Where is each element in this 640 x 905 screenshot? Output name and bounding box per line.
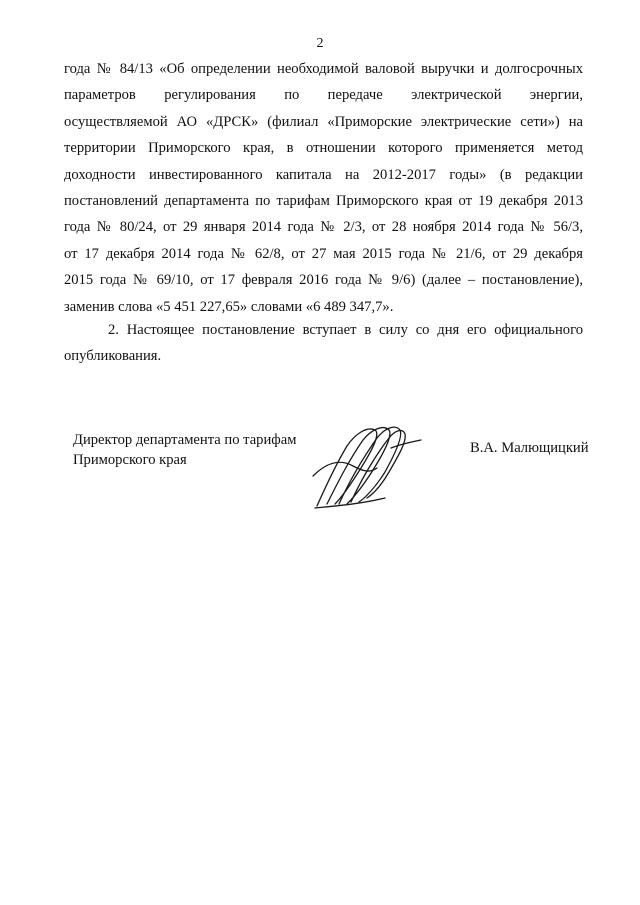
text-line: постановлений департамента по тарифам Приморского края от 19 декабря 2013 bbox=[64, 192, 583, 209]
text-line: от 17 декабря 2014 года № 62/8, от 27 мая 2015 года № 21/6, от 29 декабря bbox=[64, 245, 583, 262]
text-line: заменив слова «5 451 227,65» словами «6 489 347,7». bbox=[64, 298, 394, 315]
signer-position-line: Приморского края bbox=[73, 452, 187, 468]
text-line: года № 80/24, от 29 января 2014 года № 2/3, от 28 ноября 2014 года № 56/3, bbox=[64, 219, 583, 236]
text-line: доходности инвестированного капитала на 2012-2017 годы» (в редакции bbox=[64, 166, 583, 183]
text-line: параметров регулирования по передаче электрической энергии, bbox=[64, 87, 583, 104]
signer-position bbox=[73, 430, 296, 470]
page-number: 2 bbox=[316, 36, 324, 51]
text-line: года № 84/13 «Об определении необходимой валовой выручки и долгосрочных bbox=[64, 61, 583, 77]
text-line: опубликования. bbox=[64, 348, 162, 365]
text-line: 2015 года № 69/10, от 17 февраля 2016 года № 9/6) (далее – постановление), bbox=[64, 272, 583, 289]
text-line: территории Приморского края, в отношении которого применяется метод bbox=[64, 140, 583, 157]
text-line: осуществляемой АО «ДРСК» (филиал «Приморские электрические сети») на bbox=[64, 113, 583, 130]
handwritten-signature bbox=[305, 418, 425, 510]
signer-name: В.А. Малющицкий bbox=[470, 440, 589, 456]
paragraph-1 bbox=[64, 56, 583, 320]
signer-position-line: Директор департамента по тарифам bbox=[73, 432, 297, 448]
paragraph-2 bbox=[64, 317, 583, 370]
text-line: 2. Настоящее постановление вступает в силу со дня его официального bbox=[108, 322, 583, 338]
